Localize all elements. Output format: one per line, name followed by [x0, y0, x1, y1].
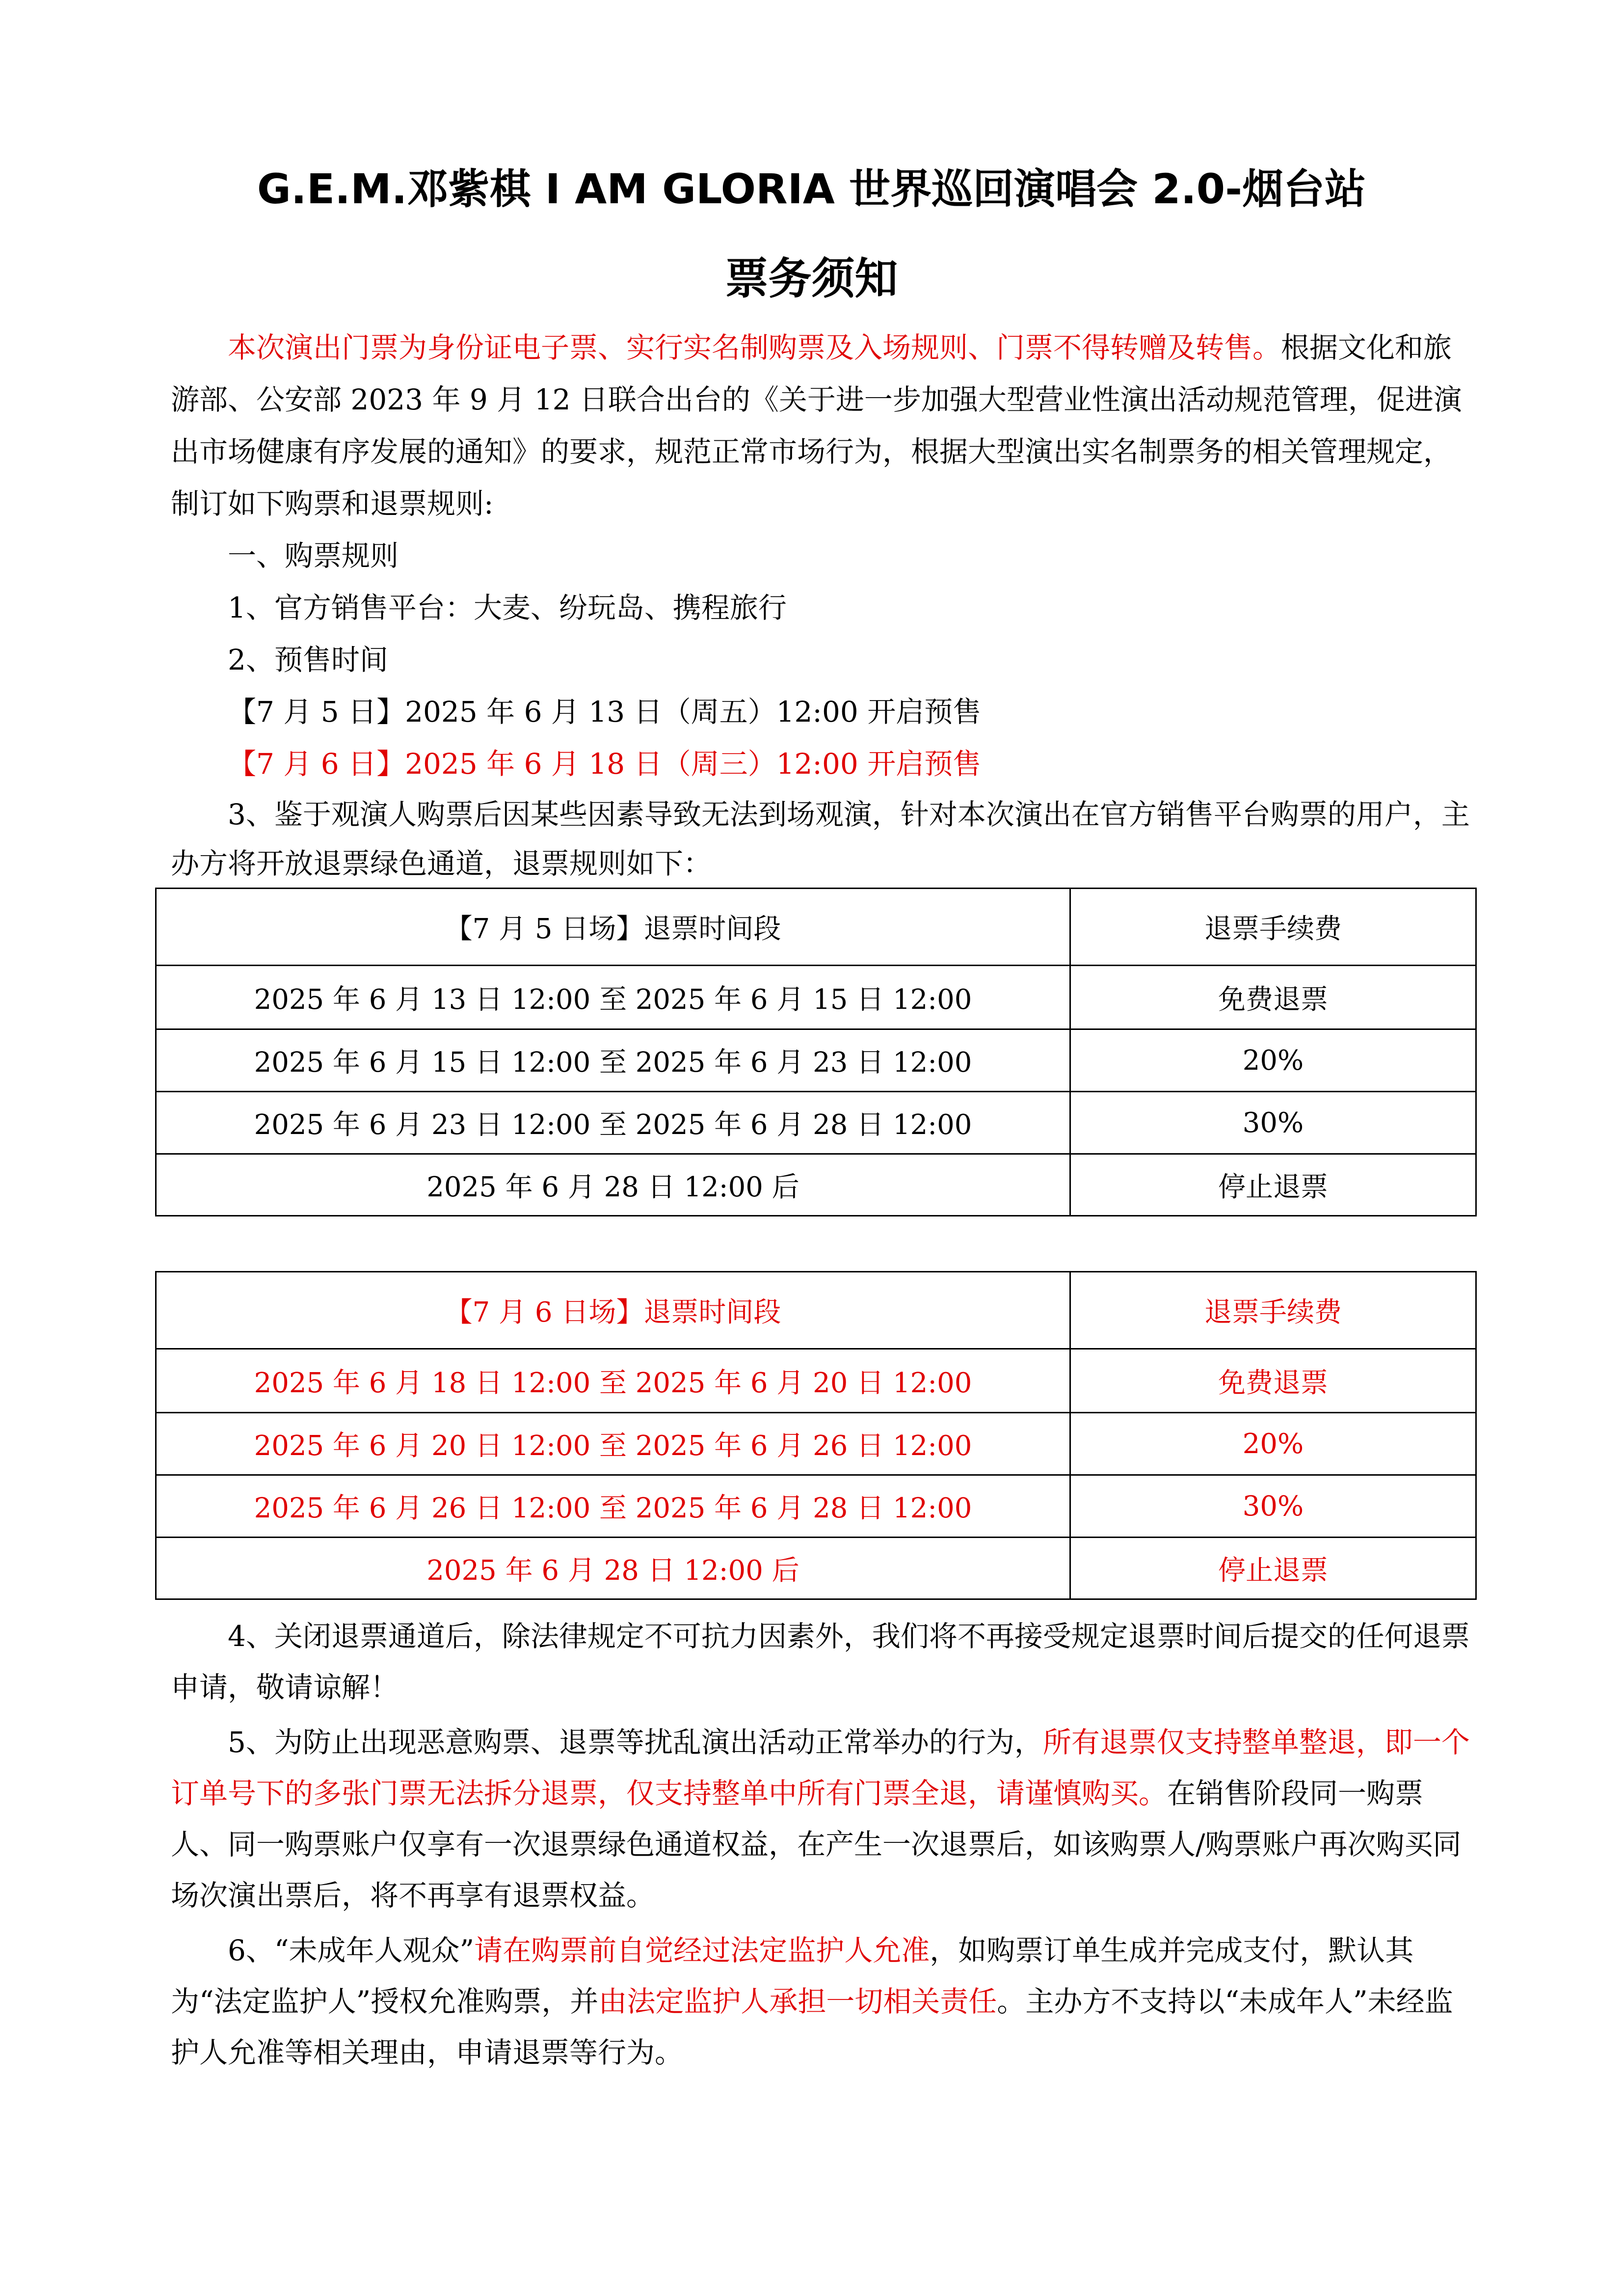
rule-6-text: 6、“未成年人观众” [228, 1934, 475, 1967]
rule-5-text: 5、为防止出现恶意购票、退票等扰乱演出活动正常举办的行为， [228, 1726, 1043, 1759]
intro-text: 根据文化和旅游部、公安部 2023 年 9 月 12 日联合出台的《关于进一步加强大型营业性演出活动规范管理，促进演出市场健康有序发展的通知》的要求，规范正常市场行为，根据大型演出实名制票务的相关管理规定，制订如下购票和退票规则: [171, 331, 1462, 520]
table-row [156, 1092, 1476, 1154]
table-cell: 2025 年 6 月 28 日 12:00 后 [156, 1538, 1070, 1599]
table-cell: 30% [1070, 1092, 1476, 1154]
rule-6-text-3: 。主办方不支持以“未成年人”未经监护人允准等相关理由，申请退票等行为。 [171, 1985, 1453, 2069]
rule-6-text-2: ，如购票订单生成并完成支付，默认其为“法定监护人”授权允准购票，并 [171, 1934, 1414, 2018]
rule-6-red-text: 请在购票前自觉经过法定监护人允准 [474, 1934, 930, 1967]
intro-red-text: 本次演出门票为身份证电子票、实行实名制购票及入场规则、门票不得转赠及转售。 [228, 331, 1281, 364]
presale-july5: 【7 月 5 日】2025 年 6 月 13 日（周五）12:00 开启预售 [228, 695, 982, 729]
table-cell: 30% [1070, 1475, 1476, 1538]
intro-section [171, 322, 1479, 888]
table-cell: 2025 年 6 月 28 日 12:00 后 [156, 1154, 1070, 1216]
table-row [156, 1154, 1476, 1216]
rule-6 [171, 1925, 1479, 2078]
sales-platforms: 1、官方销售平台：大麦、纷玩岛、携程旅行 [228, 591, 787, 624]
table-cell: 免费退票 [1070, 1349, 1476, 1413]
table-row [156, 1349, 1476, 1413]
table-cell: 20% [1070, 1413, 1476, 1475]
table-header-cell: 退票手续费 [1070, 889, 1476, 966]
rules-section [171, 1611, 1479, 2078]
table-cell: 停止退票 [1070, 1538, 1476, 1599]
table-header-row [156, 889, 1476, 966]
table-row [156, 1029, 1476, 1092]
refund-intro: 3、鉴于观演人购票后因某些因素导致无法到场观演，针对本次演出在官方销售平台购票的用户，主办方将开放退票绿色通道，退票规则如下： [171, 798, 1470, 880]
table-row [156, 1475, 1476, 1538]
table-header-row [156, 1272, 1476, 1349]
rule-5-text-2: 在销售阶段同一购票人、同一购票账户仅享有一次退票绿色通道权益，在产生一次退票后，如该购票人/购票账户再次购买同场次演出票后，将不再享有退票权益。 [171, 1777, 1462, 1912]
table-cell: 免费退票 [1070, 966, 1476, 1029]
refund-table-july6 [155, 1271, 1477, 1600]
refund-table-july5 [155, 888, 1477, 1216]
table-row [156, 1413, 1476, 1475]
table-cell: 2025 年 6 月 15 日 12:00 至 2025 年 6 月 23 日 12:00 [156, 1029, 1070, 1092]
table-header-cell: 退票手续费 [1070, 1272, 1476, 1349]
table-header-cell: 【7 月 6 日场】退票时间段 [156, 1272, 1070, 1349]
presale-heading: 2、预售时间 [228, 643, 388, 676]
section-heading: 一、购票规则 [228, 539, 399, 572]
table-cell: 2025 年 6 月 13 日 12:00 至 2025 年 6 月 15 日 12:00 [156, 966, 1070, 1029]
table-cell: 2025 年 6 月 23 日 12:00 至 2025 年 6 月 28 日 12:00 [156, 1092, 1070, 1154]
rule-6-red-text-2: 由法定监护人承担一切相关责任 [598, 1985, 997, 2018]
page-subtitle: 票务须知 [725, 253, 898, 304]
table-cell: 停止退票 [1070, 1154, 1476, 1216]
table-cell: 2025 年 6 月 26 日 12:00 至 2025 年 6 月 28 日 12:00 [156, 1475, 1070, 1538]
table-header-cell: 【7 月 5 日场】退票时间段 [156, 889, 1070, 966]
rule-4: 4、关闭退票通道后，除法律规定不可抗力因素外，我们将不再接受规定退票时间后提交的任何退票申请，敬请谅解！ [171, 1620, 1470, 1704]
table-cell: 2025 年 6 月 20 日 12:00 至 2025 年 6 月 26 日 12:00 [156, 1413, 1070, 1475]
page-title: G.E.M.邓紫棋 I AM GLORIA 世界巡回演唱会 2.0-烟台站 [257, 165, 1366, 213]
rule-5 [171, 1717, 1479, 1921]
intro-paragraph [171, 322, 1479, 530]
table-cell: 2025 年 6 月 18 日 12:00 至 2025 年 6 月 20 日 12:00 [156, 1349, 1070, 1413]
table-row [156, 1538, 1476, 1599]
table-cell: 20% [1070, 1029, 1476, 1092]
presale-july6: 【7 月 6 日】2025 年 6 月 18 日（周三）12:00 开启预售 [228, 747, 982, 781]
rule-5-red-text: 所有退票仅支持整单整退，即一个订单号下的多张门票无法拆分退票，仅支持整单中所有门票全退，请谨慎购买。 [171, 1726, 1470, 1810]
table-row [156, 966, 1476, 1029]
